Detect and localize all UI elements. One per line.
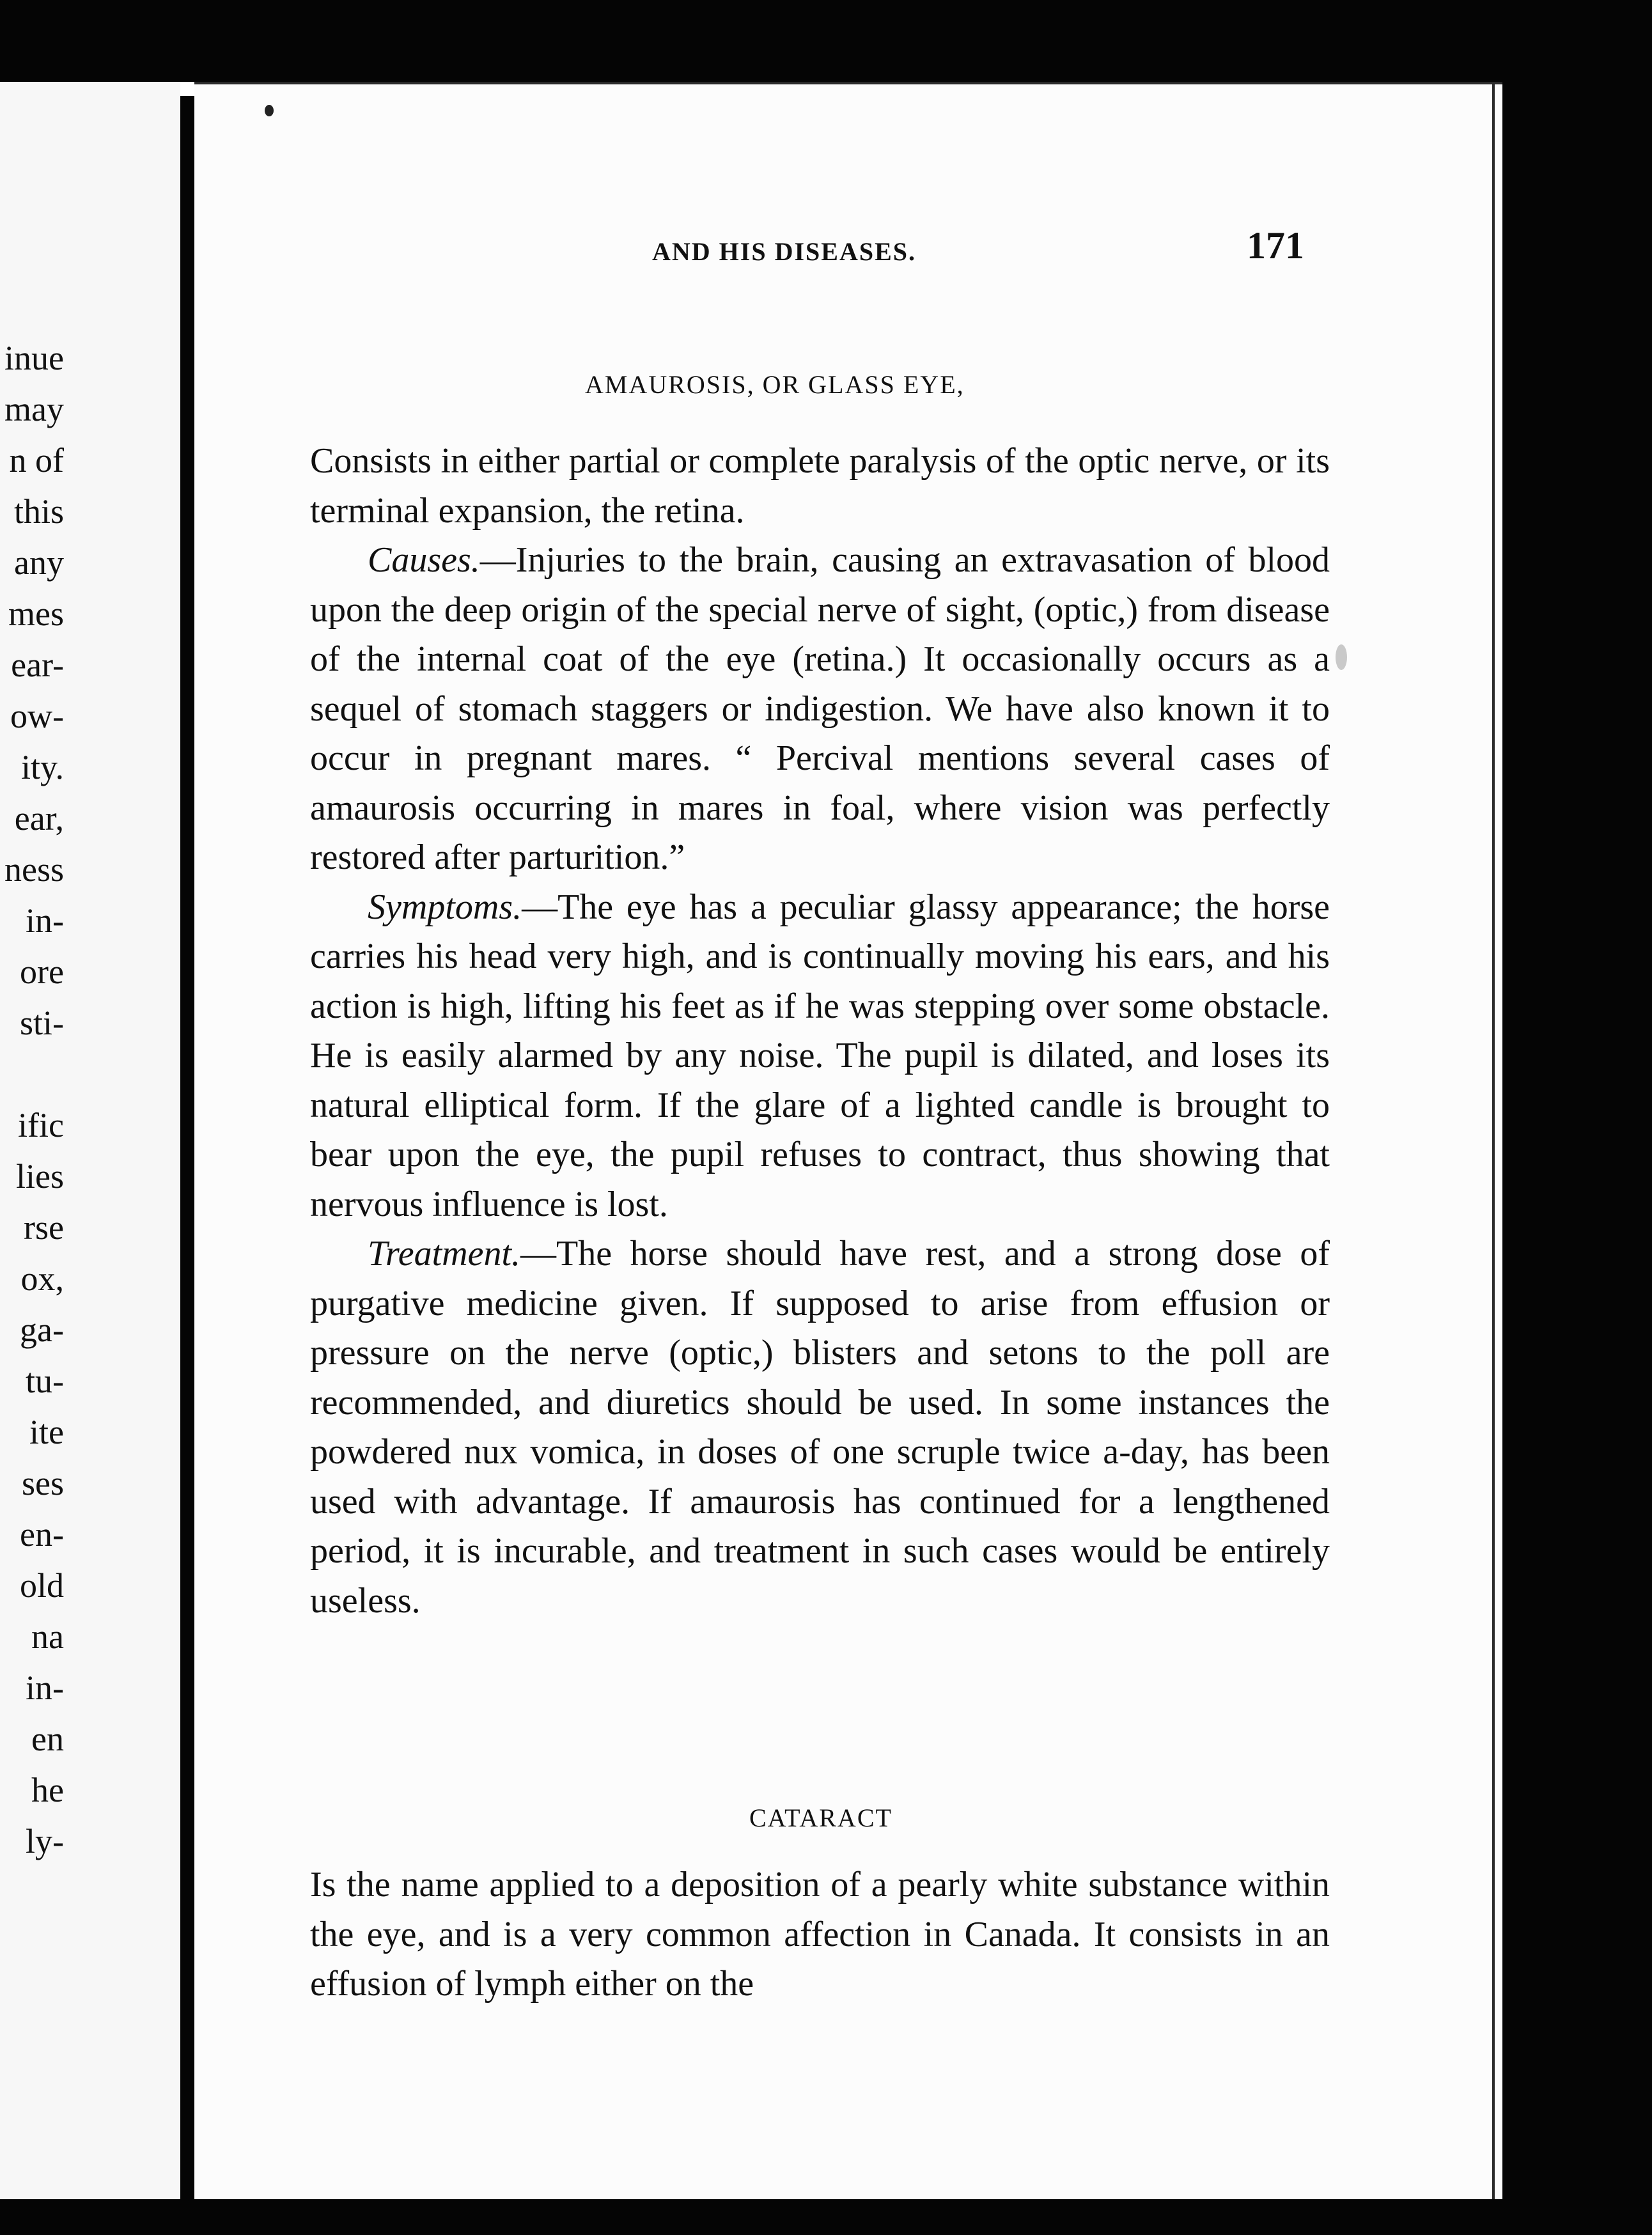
left-page-fragment: inue [4,339,64,377]
left-page-fragment: may [4,390,64,428]
left-page-fragment: he [31,1771,64,1809]
left-page-fragment: sti- [19,1004,64,1042]
section-heading-amaurosis: AMAUROSIS, OR GLASS EYE, [585,370,965,399]
running-head: AND HIS DISEASES. [652,237,917,266]
left-page-fragment: na [31,1617,64,1656]
scan-border-bottom [0,2199,1652,2235]
amaurosis-intro: Consists in either partial or complete paralysis of the optic nerve, or its terminal expansion, the retina. [310,441,1330,531]
ink-speck [265,105,274,116]
left-page-fragment: ore [20,953,64,991]
cataract-section [310,1860,1330,2009]
left-page-edge [0,82,180,2199]
left-page-fragment: ear, [14,799,64,837]
amaurosis-section [310,437,1330,1626]
page-right-edge [1492,82,1495,2199]
treatment-text: —The horse should have rest, and a strong dose of purgative medicine given. If supposed to arise from effusion or pressure on the nerve (optic,) blisters and setons to the poll are recommended, and diuretics should be used. In some instances the powdered nux vomica, in doses of one scruple twice a-day, has been used with advantage. If amaurosis has continued for a lengthened period, it is incurable, and treatment in such cases would be entirely useless. [310,1234,1330,1621]
left-page-fragment: any [14,543,64,582]
left-page-fragment: lies [16,1157,64,1195]
treatment-paragraph [310,1229,1330,1626]
left-page-fragment: old [19,1566,64,1605]
book-gutter [180,96,194,2199]
left-page-fragment: en- [20,1515,64,1554]
left-page-fragment: ear- [11,646,64,684]
symptoms-paragraph [310,883,1330,1230]
left-page-fragment: ow- [10,697,64,735]
left-page-fragment: ite [29,1413,64,1451]
symptoms-text: —The eye has a peculiar glassy appearance; the horse carries his head very high, and is continually moving his ears, and his action is high, lifting his feet as if he was stepping over some obstacle. He is easily alarmed by any noise. The pupil is dilated, and loses its natural elliptical form. If the glare of a lighted candle is brought to bear upon the eye, the pupil refuses to contract, thus showing that nervous influence is lost. [310,887,1330,1224]
ink-smudge [1336,644,1347,670]
cataract-intro: Is the name applied to a deposition of a pearly white substance within the eye, and is a very common affection in Canada. It consists in an effusion of lymph either on the [310,1865,1330,2004]
left-page-fragment: ity. [21,748,64,786]
causes-paragraph [310,536,1330,883]
section-heading-cataract: CATARACT [749,1803,892,1832]
left-page-fragment: ness [4,850,64,889]
symptoms-label: Symptoms. [368,887,522,927]
left-page-fragment: ox, [20,1259,64,1298]
left-page-fragment: in- [26,901,64,940]
left-page-fragment: tu- [26,1362,64,1400]
left-page-fragment: ly- [26,1822,64,1860]
causes-label: Causes. [368,540,480,580]
left-page-fragment: en [31,1720,64,1758]
left-page-fragment: ga- [20,1311,64,1349]
scan-border-right [1502,0,1652,2235]
causes-text: —Injuries to the brain, causing an extravasation of blood upon the deep origin of the special nerve of sight, (optic,) from disease of the internal coat of the eye (retina.) It occasionally occurs as a sequel of stomach staggers or indigestion. We have also known it to occur in pregnant mares. “ Percival mentions several cases of amaurosis occurring in mares in foal, where vision was perfectly restored after parturition.” [310,540,1330,877]
treatment-label: Treatment. [368,1234,521,1273]
left-page-fragment: in- [26,1669,64,1707]
page-number: 171 [1247,224,1304,267]
left-page-fragment: rse [24,1208,64,1247]
left-page-fragment: n of [9,441,64,479]
page-top-edge [194,82,1502,84]
left-page-fragment: ses [22,1464,64,1502]
scan-border-top [0,0,1652,82]
left-page-fragment: this [13,492,64,531]
left-page-fragment: ific [18,1106,64,1144]
left-page-fragment: mes [8,595,64,633]
